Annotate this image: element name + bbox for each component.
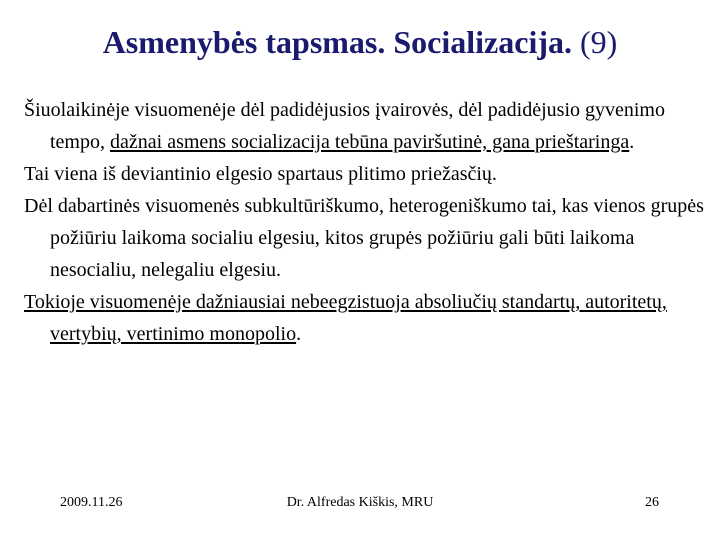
- footer-page-number: 26: [645, 495, 659, 510]
- paragraph-2-text: Tai viena iš deviantinio elgesio spartaus plitimo priežasčių.: [24, 163, 497, 185]
- paragraph-3: [24, 190, 714, 286]
- paragraph-4-period: .: [296, 323, 302, 345]
- slide-body: [24, 94, 714, 350]
- paragraph-1-underlined: dažnai asmens socializacija tebūna paviršutinė, gana prieštaringa: [110, 131, 630, 153]
- paragraph-3-text: Dėl dabartinės visuomenės subkultūriškumo, heterogeniškumo tai, kas vienos grupės požiūriu laikoma socialiu elgesiu, kitos grupės požiūriu gali būti laikoma nesocialiu, nelegaliu elgesiu.: [24, 195, 704, 281]
- slide-title-main: Asmenybės tapsmas. Socializacija.: [102, 24, 572, 60]
- paragraph-1-text: Šiuolaikinėje visuomenėje dėl padidėjusios įvairovės, dėl padidėjusio gyvenimo tempo,: [24, 99, 665, 153]
- paragraph-4-underlined: Tokioje visuomenėje dažniausiai nebeegzistuoja absoliučių standartų, autoritetų, vertybių, vertinimo monopolio: [24, 291, 667, 345]
- paragraph-1-period: .: [629, 131, 635, 153]
- slide-title-number: (9): [580, 24, 618, 60]
- slide-title: [0, 22, 720, 62]
- paragraph-1: [24, 94, 714, 158]
- paragraph-4: [24, 286, 714, 350]
- paragraph-2: [24, 158, 714, 190]
- footer-author: Dr. Alfredas Kiškis, MRU: [286, 495, 434, 510]
- footer-date: 2009.11.26: [60, 495, 123, 510]
